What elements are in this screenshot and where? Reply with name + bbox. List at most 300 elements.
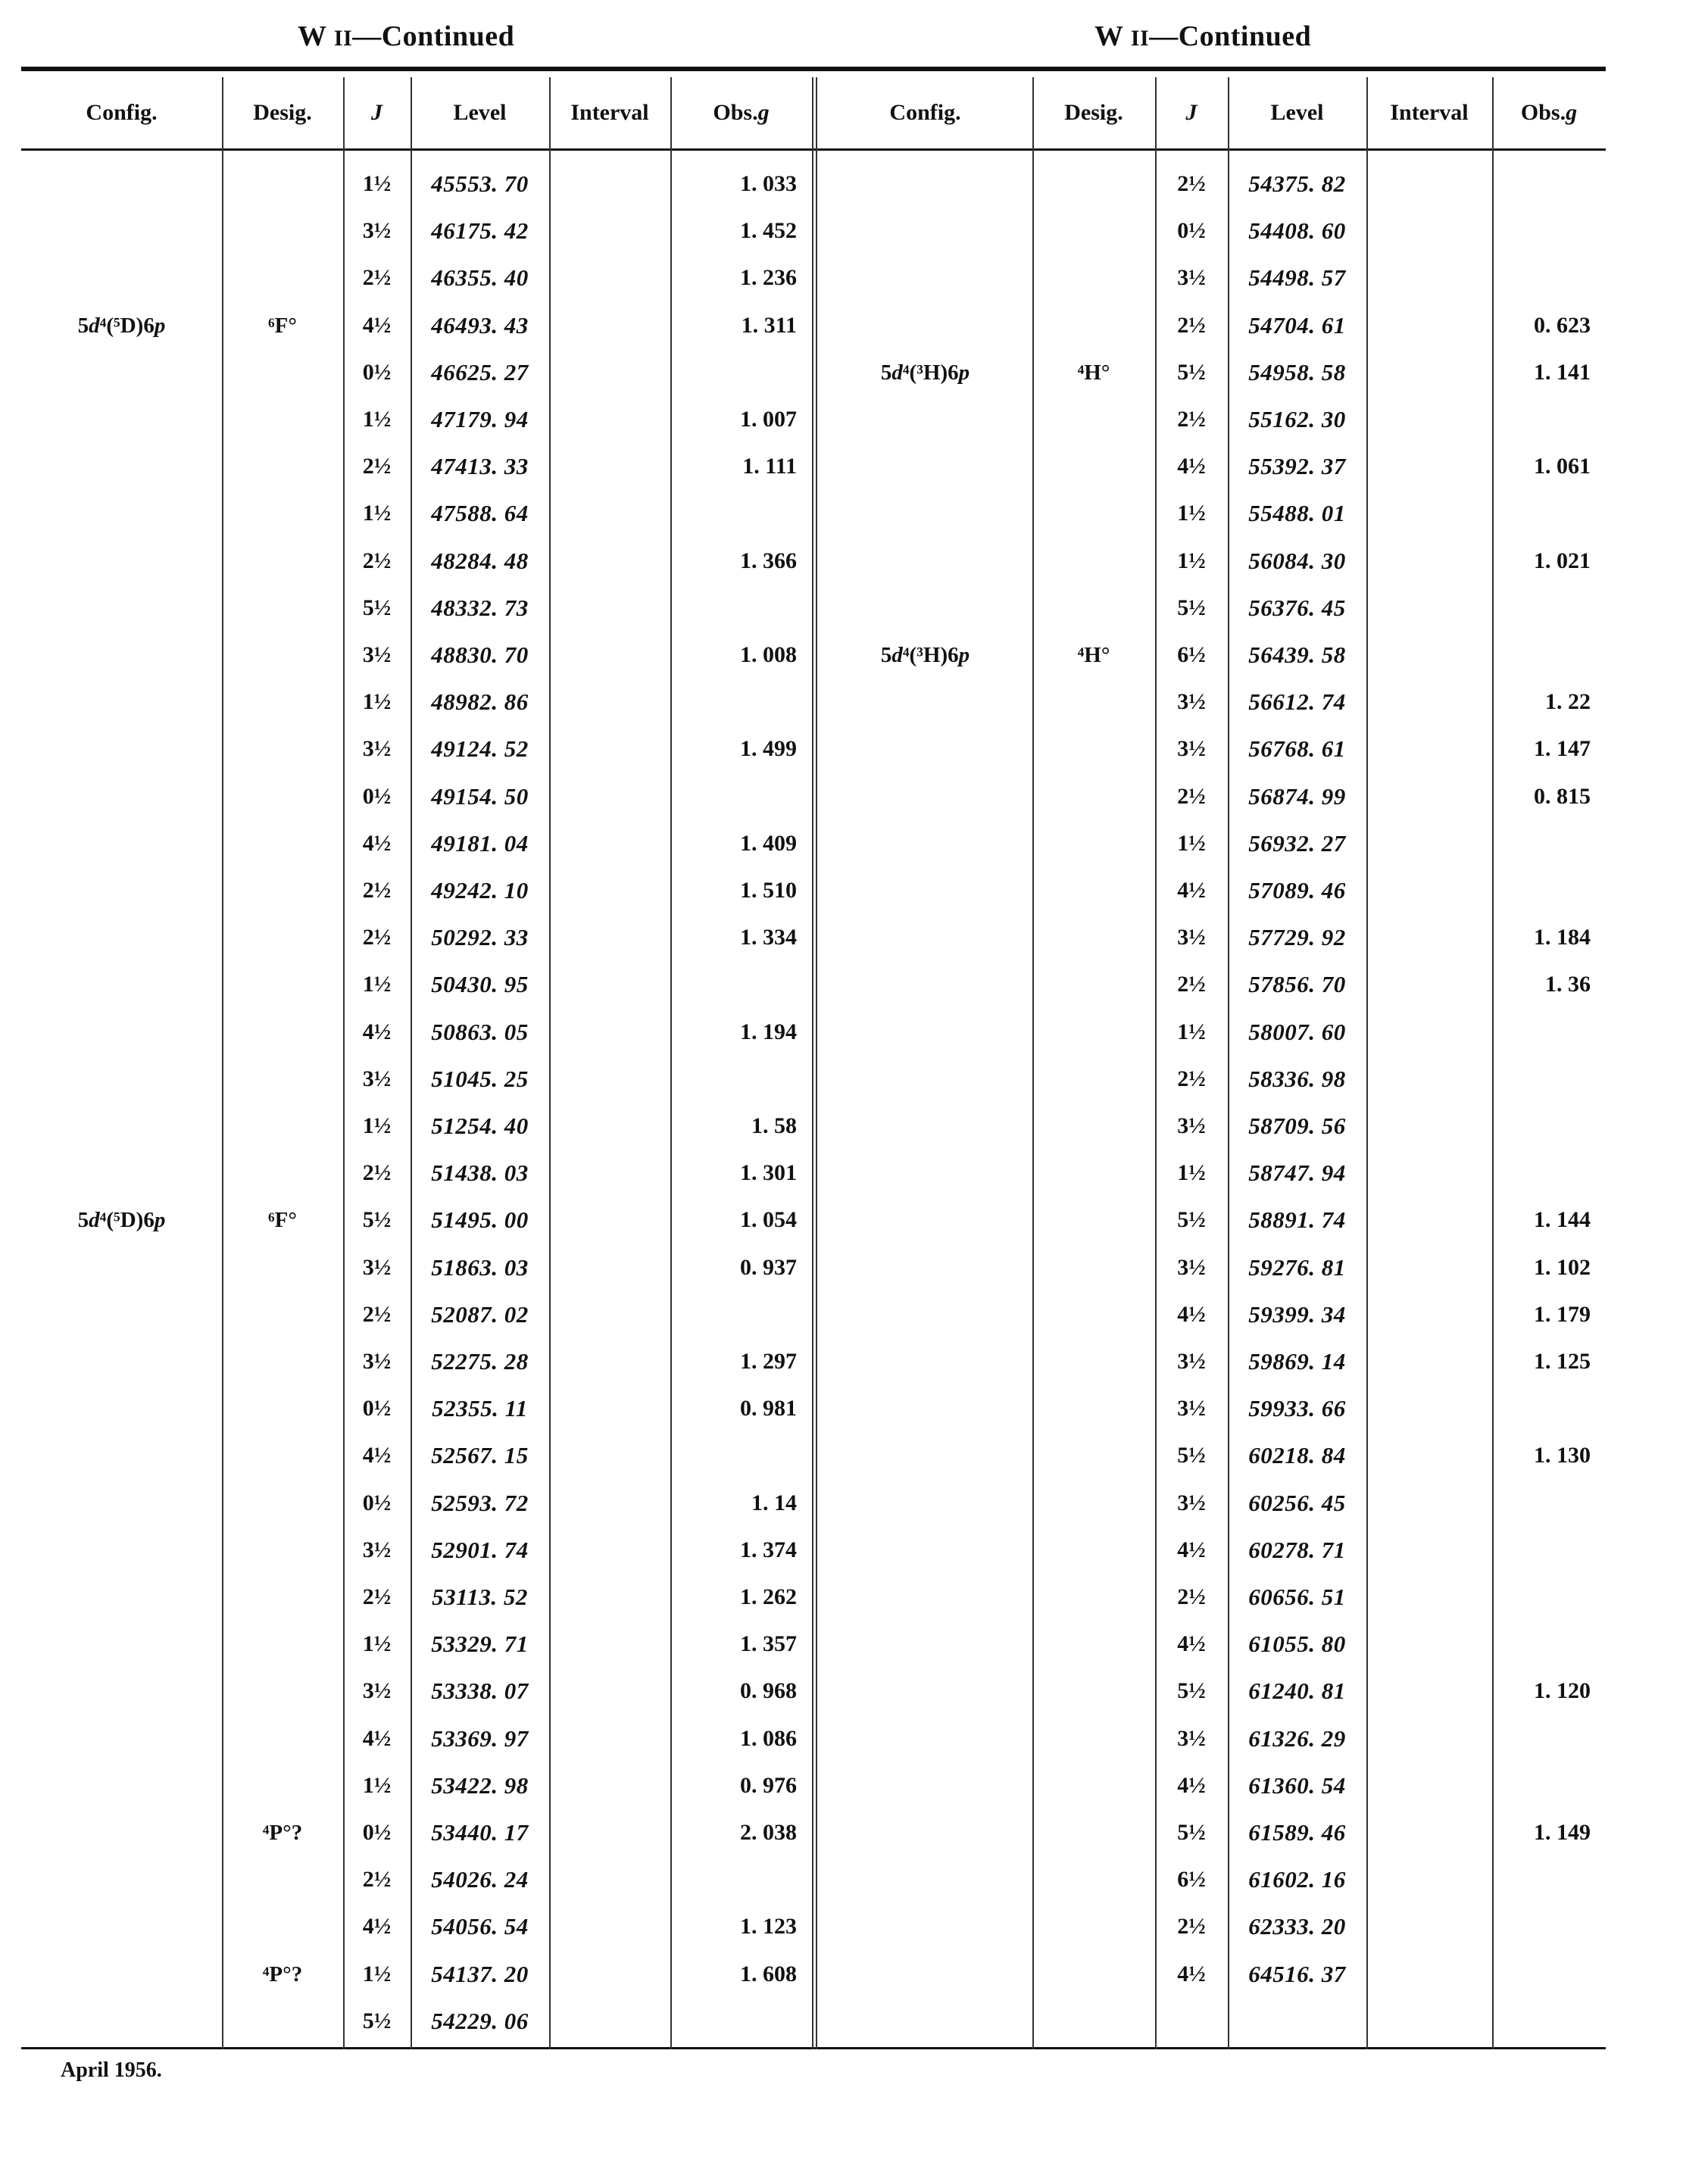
level-cell: 56612. 74	[1248, 688, 1346, 715]
obs-g-cell: 1. 007	[740, 407, 797, 432]
table-row	[21, 1197, 818, 1244]
obs-g-cell	[1492, 490, 1606, 537]
desig-cell	[1032, 773, 1155, 820]
desig-cell	[222, 1668, 343, 1715]
config-cell	[21, 1574, 222, 1621]
config-cell	[21, 254, 222, 301]
j-cell: 2½	[362, 1867, 392, 1892]
config-cell	[21, 679, 222, 726]
level-cell: 48982. 86	[431, 688, 529, 715]
interval-cell	[549, 1480, 670, 1527]
level-cell: 56768. 61	[1248, 735, 1346, 762]
table-row	[818, 1009, 1606, 1056]
config-cell	[818, 1291, 1032, 1338]
table-row	[818, 443, 1606, 490]
interval-cell	[549, 867, 670, 914]
level-cell: 52901. 74	[431, 1537, 529, 1563]
interval-cell	[1366, 632, 1492, 679]
config-cell	[21, 1480, 222, 1527]
obs-g-cell: 1. 054	[740, 1207, 797, 1232]
interval-cell	[549, 1244, 670, 1291]
table-row	[21, 1527, 818, 1574]
j-cell: 6½	[1177, 642, 1206, 667]
config-cell	[21, 1903, 222, 1950]
config-cell	[818, 254, 1032, 301]
desig-cell	[1032, 1009, 1155, 1056]
desig-cell	[222, 1385, 343, 1432]
table-row	[818, 1574, 1606, 1621]
config-cell: 5 d ⁴(⁵D)6 p	[77, 313, 166, 338]
desig-cell	[1032, 208, 1155, 254]
interval-cell	[1366, 1715, 1492, 1762]
level-cell: 58007. 60	[1248, 1019, 1346, 1045]
j-cell: 2½	[362, 878, 392, 903]
table-row	[818, 726, 1606, 772]
interval-cell	[1366, 538, 1492, 585]
table-row	[818, 1527, 1606, 1574]
level-cell: 48830. 70	[431, 641, 529, 668]
level-cell: 47413. 33	[431, 453, 529, 479]
j-cell: 2½	[1177, 784, 1206, 809]
obs-g-cell	[1492, 161, 1606, 208]
obs-g-cell: 1. 14	[751, 1490, 797, 1515]
level-cell: 53440. 17	[431, 1819, 529, 1846]
header-interval: Interval	[570, 100, 649, 125]
table-row	[818, 1056, 1606, 1103]
config-cell	[21, 1809, 222, 1856]
j-cell: 4½	[362, 1726, 392, 1751]
obs-g-cell: 1. 021	[1534, 548, 1591, 573]
interval-cell	[549, 820, 670, 867]
j-cell: 4½	[362, 1019, 392, 1044]
config-cell	[818, 302, 1032, 349]
table-row	[21, 1574, 818, 1621]
j-cell: 3½	[362, 642, 392, 667]
interval-cell	[549, 254, 670, 301]
level-cell: 57729. 92	[1248, 924, 1346, 950]
level-cell: 51495. 00	[431, 1206, 529, 1233]
config-cell	[818, 1338, 1032, 1385]
j-cell: 5½	[1177, 1207, 1206, 1232]
level-cell: 56874. 99	[1248, 783, 1346, 810]
table-top-rule	[818, 67, 1606, 71]
level-cell: 57089. 46	[1248, 877, 1346, 903]
config-cell	[818, 1762, 1032, 1809]
interval-cell	[549, 443, 670, 490]
table-row	[21, 1432, 818, 1479]
desig-cell	[222, 585, 343, 632]
j-cell: 4½	[1177, 1537, 1206, 1562]
level-cell: 53113. 52	[432, 1584, 528, 1610]
obs-g-cell: 0. 815	[1534, 784, 1591, 809]
obs-g-cell	[670, 679, 812, 726]
header-level: Level	[1270, 100, 1324, 125]
table-row	[818, 490, 1606, 537]
config-cell	[21, 443, 222, 490]
interval-cell	[549, 208, 670, 254]
config-cell	[818, 1150, 1032, 1197]
obs-g-cell	[1492, 208, 1606, 254]
j-cell: 2½	[362, 454, 392, 479]
desig-cell	[222, 208, 343, 254]
config-cell	[21, 820, 222, 867]
obs-g-cell: 2. 038	[740, 1820, 797, 1845]
j-cell: 1½	[362, 972, 392, 997]
obs-g-cell	[1492, 1762, 1606, 1809]
config-cell	[21, 1951, 222, 1998]
table-row	[21, 726, 818, 772]
obs-g-cell: 0. 976	[740, 1773, 797, 1798]
interval-cell	[549, 914, 670, 961]
level-cell: 48284. 48	[431, 548, 529, 574]
j-cell: 1½	[362, 407, 392, 432]
table-bottom-rule	[21, 2047, 818, 2049]
j-cell: 2½	[1177, 1066, 1206, 1091]
j-cell: 0½	[362, 1490, 392, 1515]
config-cell	[21, 1998, 222, 2045]
desig-cell	[222, 1903, 343, 1950]
desig-cell	[1032, 538, 1155, 585]
config-cell	[818, 1197, 1032, 1244]
j-cell: 0½	[362, 360, 392, 385]
obs-g-cell	[1492, 1856, 1606, 1903]
table-row	[21, 538, 818, 585]
right-table-title: W II—Continued	[1094, 20, 1312, 52]
desig-cell	[1032, 1480, 1155, 1527]
config-cell	[21, 1621, 222, 1668]
interval-cell	[1366, 1291, 1492, 1338]
level-cell: 61055. 80	[1248, 1631, 1346, 1657]
desig-cell	[222, 679, 343, 726]
table-row	[21, 1951, 818, 1998]
obs-g-cell	[1492, 867, 1606, 914]
table-row	[21, 1762, 818, 1809]
desig-cell	[1032, 1244, 1155, 1291]
table-row	[818, 914, 1606, 961]
level-cell: 49124. 52	[431, 735, 529, 762]
config-cell	[21, 1856, 222, 1903]
table-row	[818, 867, 1606, 914]
table-row	[21, 1715, 818, 1762]
interval-cell	[549, 1762, 670, 1809]
table-row	[21, 1385, 818, 1432]
interval-cell	[1366, 1856, 1492, 1903]
level-cell: 51045. 25	[431, 1066, 529, 1092]
table-row	[21, 1998, 818, 2045]
desig-cell	[222, 538, 343, 585]
j-cell: 0½	[362, 1820, 392, 1845]
table-row	[818, 349, 1606, 396]
level-cell: 54408. 60	[1248, 217, 1346, 244]
table-row	[818, 679, 1606, 726]
table-row	[818, 161, 1606, 208]
config-cell	[818, 396, 1032, 443]
desig-cell	[222, 161, 343, 208]
obs-g-cell	[1492, 396, 1606, 443]
interval-cell	[549, 1432, 670, 1479]
config-cell	[818, 208, 1032, 254]
interval-cell	[1366, 961, 1492, 1008]
table-row	[21, 632, 818, 679]
interval-cell	[549, 349, 670, 396]
j-cell: 4½	[1177, 1631, 1206, 1656]
j-cell: 1½	[1177, 1160, 1206, 1185]
config-cell	[818, 867, 1032, 914]
obs-g-cell: 1. 111	[742, 454, 797, 479]
desig-cell: ⁴H°	[1077, 360, 1110, 385]
obs-g-cell: 1. 409	[740, 831, 797, 856]
config-cell	[21, 1715, 222, 1762]
obs-g-cell: 1. 179	[1534, 1302, 1591, 1327]
desig-cell	[222, 1762, 343, 1809]
interval-cell	[549, 1809, 670, 1856]
table-row	[21, 349, 818, 396]
desig-cell: ⁴P°?	[262, 1961, 303, 1986]
config-cell	[818, 1432, 1032, 1479]
obs-g-cell	[1492, 1009, 1606, 1056]
obs-g-cell: 1. 147	[1534, 736, 1591, 761]
config-cell	[818, 1903, 1032, 1950]
config-cell	[818, 1809, 1032, 1856]
j-cell: 2½	[362, 265, 392, 290]
j-cell: 2½	[1177, 1914, 1206, 1939]
interval-cell	[549, 632, 670, 679]
config-cell	[21, 349, 222, 396]
level-cell: 46355. 40	[431, 264, 529, 291]
obs-g-cell	[1492, 1527, 1606, 1574]
desig-cell	[1032, 1385, 1155, 1432]
table-row	[818, 961, 1606, 1008]
obs-g-cell: 1. 123	[740, 1914, 797, 1939]
table-row	[818, 208, 1606, 254]
config-cell	[818, 538, 1032, 585]
config-cell	[818, 1951, 1032, 1998]
table-row	[818, 1432, 1606, 1479]
desig-cell	[222, 254, 343, 301]
table-row	[818, 632, 1606, 679]
j-cell: 2½	[1177, 313, 1206, 338]
level-cell: 45553. 70	[431, 170, 529, 197]
level-cell: 52355. 11	[432, 1395, 528, 1422]
header-j: J	[1185, 100, 1197, 125]
desig-cell	[1032, 1103, 1155, 1150]
table-row	[21, 1338, 818, 1385]
j-cell: 4½	[362, 831, 392, 856]
desig-cell	[222, 1291, 343, 1338]
config-cell	[818, 1103, 1032, 1150]
level-cell: 54375. 82	[1248, 170, 1346, 197]
level-cell: 56376. 45	[1248, 595, 1346, 621]
j-cell: 6½	[1177, 1867, 1206, 1892]
level-cell: 54026. 24	[431, 1866, 529, 1893]
table-row	[818, 1103, 1606, 1150]
desig-cell	[1032, 1291, 1155, 1338]
j-cell: 5½	[362, 2008, 392, 2033]
level-cell: 46175. 42	[431, 217, 529, 244]
desig-cell	[1032, 1056, 1155, 1103]
j-cell: 5½	[1177, 360, 1206, 385]
obs-g-cell: 0. 981	[740, 1396, 797, 1421]
interval-cell	[1366, 773, 1492, 820]
desig-cell	[222, 1527, 343, 1574]
j-cell: 3½	[1177, 1396, 1206, 1421]
table-row	[818, 1150, 1606, 1197]
obs-g-cell: 0. 937	[740, 1255, 797, 1280]
level-cell: 52567. 15	[431, 1442, 529, 1468]
obs-g-cell: 1. 499	[740, 736, 797, 761]
interval-cell	[549, 1338, 670, 1385]
level-cell: 64516. 37	[1248, 1961, 1346, 1987]
config-cell	[818, 1621, 1032, 1668]
level-cell: 62333. 20	[1248, 1913, 1346, 1940]
j-cell: 4½	[362, 1443, 392, 1468]
j-cell: 3½	[362, 1349, 392, 1374]
obs-g-cell	[1492, 1480, 1606, 1527]
config-cell	[21, 208, 222, 254]
interval-cell	[549, 490, 670, 537]
obs-g-cell: 1. 086	[740, 1726, 797, 1751]
j-cell: 3½	[362, 1066, 392, 1091]
obs-g-cell: 1. 130	[1534, 1443, 1591, 1468]
level-cell: 46493. 43	[431, 312, 529, 339]
j-cell: 2½	[362, 925, 392, 950]
obs-g-cell: 1. 334	[740, 925, 797, 950]
desig-cell	[222, 1574, 343, 1621]
interval-cell	[1366, 1197, 1492, 1244]
table-row	[818, 1244, 1606, 1291]
config-cell	[21, 726, 222, 772]
table-row	[818, 1809, 1606, 1856]
interval-cell	[1366, 1480, 1492, 1527]
obs-g-cell	[1492, 254, 1606, 301]
config-cell	[21, 490, 222, 537]
j-cell: 3½	[362, 218, 392, 243]
table-header-rule	[21, 148, 818, 151]
interval-cell	[549, 773, 670, 820]
desig-cell	[222, 914, 343, 961]
obs-g-cell: 1. 301	[740, 1160, 797, 1185]
config-cell	[21, 867, 222, 914]
config-cell	[818, 1385, 1032, 1432]
header-obs_g: Obs. g	[713, 100, 770, 125]
interval-cell	[549, 1715, 670, 1762]
obs-g-cell	[1492, 585, 1606, 632]
interval-cell	[549, 1009, 670, 1056]
level-cell: 49181. 04	[431, 830, 529, 857]
config-cell	[21, 1527, 222, 1574]
config-cell	[21, 1103, 222, 1150]
j-cell: 3½	[362, 1678, 392, 1703]
obs-g-cell: 1. 120	[1534, 1678, 1591, 1703]
interval-cell	[549, 1621, 670, 1668]
level-cell: 61602. 16	[1248, 1866, 1346, 1893]
interval-cell	[549, 1103, 670, 1150]
interval-cell	[1366, 679, 1492, 726]
desig-cell	[222, 349, 343, 396]
table-row	[818, 1291, 1606, 1338]
obs-g-cell	[1492, 1951, 1606, 1998]
table-header-rule	[818, 148, 1606, 151]
level-cell: 60218. 84	[1248, 1442, 1346, 1468]
interval-cell	[549, 1574, 670, 1621]
config-cell	[21, 1291, 222, 1338]
config-cell	[818, 820, 1032, 867]
table-row	[818, 1338, 1606, 1385]
j-cell: 3½	[1177, 925, 1206, 950]
desig-cell	[222, 1998, 343, 2045]
table-row	[21, 1621, 818, 1668]
interval-cell	[1366, 396, 1492, 443]
j-cell: 4½	[1177, 454, 1206, 479]
j-cell: 2½	[1177, 407, 1206, 432]
obs-g-cell: 1. 141	[1534, 360, 1591, 385]
interval-cell	[549, 679, 670, 726]
obs-g-cell: 1. 311	[741, 313, 797, 338]
obs-g-cell: 1. 452	[740, 218, 797, 243]
level-cell: 52593. 72	[431, 1490, 529, 1516]
interval-cell	[1366, 867, 1492, 914]
table-row	[818, 302, 1606, 349]
level-cell: 51438. 03	[431, 1159, 529, 1186]
table-row	[818, 254, 1606, 301]
desig-cell	[1032, 914, 1155, 961]
level-cell: 52087. 02	[431, 1301, 529, 1328]
desig-cell	[1032, 490, 1155, 537]
config-cell	[21, 1432, 222, 1479]
obs-g-cell	[1492, 1385, 1606, 1432]
interval-cell	[549, 1903, 670, 1950]
config-cell: 5 d ⁴(³H)6 p	[880, 360, 970, 385]
level-cell: 59933. 66	[1248, 1395, 1346, 1422]
desig-cell	[1032, 161, 1155, 208]
obs-g-cell	[1492, 632, 1606, 679]
table-row	[21, 254, 818, 301]
level-cell: 49242. 10	[431, 877, 529, 903]
desig-cell	[222, 961, 343, 1008]
desig-cell	[1032, 1197, 1155, 1244]
desig-cell	[1032, 585, 1155, 632]
j-cell: 3½	[362, 736, 392, 761]
j-cell: 3½	[1177, 689, 1206, 714]
level-cell: 53369. 97	[431, 1725, 529, 1752]
obs-g-cell: 1. 102	[1534, 1255, 1591, 1280]
desig-cell	[222, 1338, 343, 1385]
desig-cell	[222, 490, 343, 537]
config-cell	[818, 1244, 1032, 1291]
level-cell: 55162. 30	[1248, 406, 1346, 432]
obs-g-cell: 1. 008	[740, 642, 797, 667]
desig-cell	[1032, 726, 1155, 772]
header-obs_g: Obs. g	[1520, 100, 1578, 125]
obs-g-cell: 1. 510	[740, 878, 797, 903]
obs-g-cell: 0. 968	[740, 1678, 797, 1703]
obs-g-cell: 1. 366	[740, 548, 797, 573]
table-row	[818, 538, 1606, 585]
interval-cell	[1366, 1527, 1492, 1574]
level-cell: 52275. 28	[431, 1348, 529, 1375]
j-cell: 4½	[1177, 1961, 1206, 1986]
header-desig: Desig.	[253, 100, 312, 125]
obs-g-cell: 1. 262	[740, 1584, 797, 1609]
j-cell: 3½	[1177, 1726, 1206, 1751]
level-cell: 46625. 27	[431, 359, 529, 385]
config-cell	[818, 1056, 1032, 1103]
level-cell: 54137. 20	[431, 1961, 529, 1987]
interval-cell	[1366, 1809, 1492, 1856]
config-cell	[818, 1574, 1032, 1621]
obs-g-cell	[1492, 1056, 1606, 1103]
obs-g-cell	[670, 1432, 812, 1479]
